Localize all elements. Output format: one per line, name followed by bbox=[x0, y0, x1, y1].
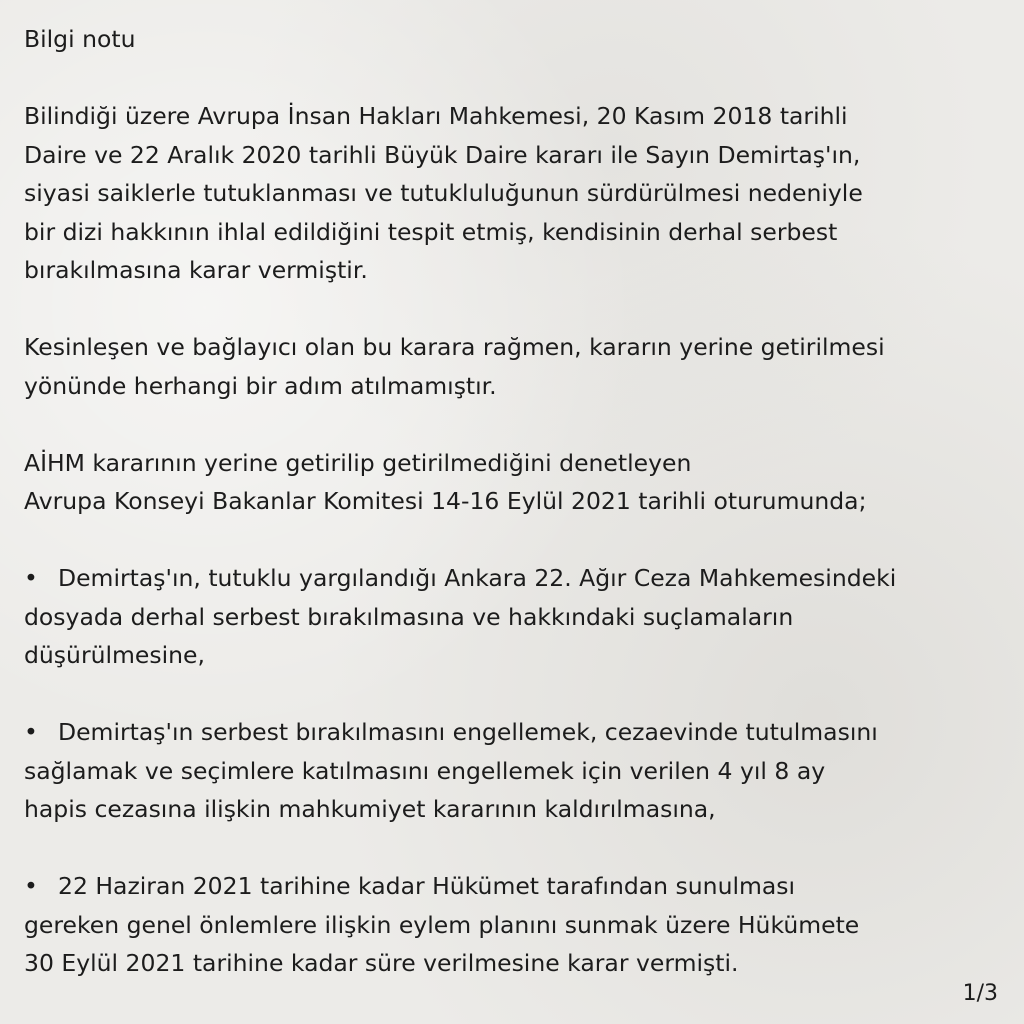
document-body bbox=[24, 20, 984, 983]
paragraph-2 bbox=[24, 328, 984, 405]
text-line: bir dizi hakkının ihlal edildiğini tespit etmiş, kendisinin derhal serbest bbox=[24, 217, 838, 246]
text-line: Daire ve 22 Aralık 2020 tarihli Büyük Daire kararı ile Sayın Demirtaş'ın, bbox=[24, 140, 861, 169]
text-line: bırakılmasına karar vermiştir. bbox=[24, 256, 368, 284]
text-line: hapis cezasına ilişkin mahkumiyet kararının kaldırılmasına, bbox=[24, 795, 716, 823]
text-line: sağlamak ve seçimlere katılmasını engellemek için verilen 4 yıl 8 ay bbox=[24, 756, 826, 785]
bullet-icon: • bbox=[24, 564, 38, 592]
text-line: AİHM kararının yerine getirilip getirilmediğini denetleyen bbox=[24, 448, 692, 477]
text-line: 30 Eylül 2021 tarihine kadar süre verilmesine karar vermişti. bbox=[24, 949, 739, 977]
document-title: Bilgi notu bbox=[24, 25, 136, 53]
paragraph-1 bbox=[24, 97, 984, 290]
text-line: Demirtaş'ın serbest bırakılmasını engellemek, cezaevinde tutulmasını bbox=[58, 718, 878, 746]
text-line: dosyada derhal serbest bırakılmasına ve hakkındaki suçlamaların bbox=[24, 602, 794, 631]
text-line: gereken genel önlemlere ilişkin eylem planını sunmak üzere Hükümete bbox=[24, 910, 860, 939]
bullet-item-2 bbox=[24, 713, 984, 829]
bullet-icon: • bbox=[24, 718, 38, 746]
bullet-item-3 bbox=[24, 867, 984, 983]
text-line: yönünde herhangi bir adım atılmamıştır. bbox=[24, 371, 497, 400]
bullet-item-1 bbox=[24, 559, 984, 675]
text-line: düşürülmesine, bbox=[24, 641, 205, 669]
page-number: 1/3 bbox=[962, 981, 998, 1006]
bullet-icon: • bbox=[24, 872, 38, 900]
text-line: siyasi saiklerle tutuklanması ve tutukluluğunun sürdürülmesi nedeniyle bbox=[24, 179, 863, 207]
text-line: Bilindiği üzere Avrupa İnsan Hakları Mahkemesi, 20 Kasım 2018 tarihli bbox=[24, 102, 848, 130]
text-line: Avrupa Konseyi Bakanlar Komitesi 14-16 Eylül 2021 tarihli oturumunda; bbox=[24, 487, 867, 515]
text-line: Demirtaş'ın, tutuklu yargılandığı Ankara 22. Ağır Ceza Mahkemesindeki bbox=[58, 564, 897, 592]
paragraph-3 bbox=[24, 444, 984, 521]
text-line: 22 Haziran 2021 tarihine kadar Hükümet tarafından sunulması bbox=[58, 872, 796, 900]
text-line: Kesinleşen ve bağlayıcı olan bu karara rağmen, kararın yerine getirilmesi bbox=[24, 333, 885, 361]
